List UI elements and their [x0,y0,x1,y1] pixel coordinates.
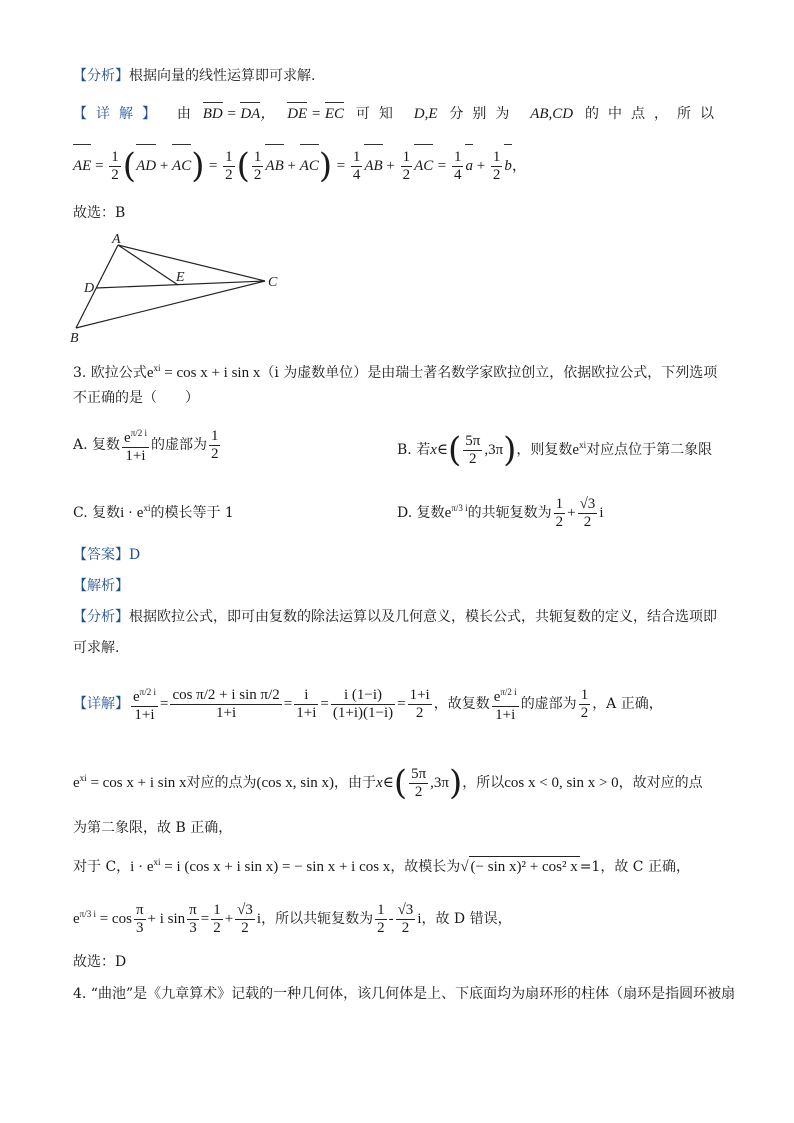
q3-analysis-line1: 【分析】根据欧拉公式，即可由复数的除法运算以及几何意义，模长公式，共轭复数的定义，结合选项即 [73,609,717,625]
detail-euler-point: $e^{xi} = \cos x + i$ sin x对应的点为(cos x, sin x)，由于x∈( $\frac{5\pi}{2}$ ,3π)，所以cos x < 0, sin x > 0，故对应的点 [73,763,703,803]
q3-stem-line1: 3. 欧拉公式$e^{xi} = \cos x + i$ sin x（i 为虚数单位）是由瑞士著名数学家欧拉创立，依据欧拉公式，下列选项 [73,363,718,381]
q3-stem-line2: 不正确的是（ ） [73,390,199,406]
vector-equation-bd-da: BD = DA， [202,106,276,122]
analysis-text: 根据向量的线性运算即可求解. [129,68,316,84]
points-de: D,E [413,106,438,122]
option-c[interactable]: C. 复数$i \cdot e^{xi}$的模长等于 1 [73,503,234,521]
option-b[interactable]: B. 若x∈( $\frac{5\pi}{2}$ ,3π)，则复数$e^{xi}$对应点位于第二象限 [397,430,713,470]
option-d[interactable]: D. 复数$e^{\pi/3 i}$的共轭复数为 $\frac{1}{2}$ + $\frac{√3}{2}$ i [397,495,604,530]
label-b: B [70,331,79,346]
answer-key: 【答案】D [73,547,141,563]
edge-ac [118,245,265,281]
segments-ab-cd: AB,CD [530,106,574,122]
detail-option-a: 【详解】 $\frac{e^{\pi/2 i}}{1+i}$ = $\frac{\text{cos π/2 + i sin π/2}}{1+i}$ = $\frac{i}{1+i}$ = $\frac{i (1-i)}{(1+i)(1-i)}$ = $\frac{1+i}{2}$ ，故复数 $\frac{e^{\pi/2 i}}{1+i}$ 的虚部为 $\frac{1}{2}$ ，A 正确， [73,684,663,724]
vector-derivation: AE = $\frac{1}{2}$ (AD + AC) = $\frac{1}{2}$ ( $\frac{1}{2}$ AB + AC) = $\frac{1}{4}$ AB + $\frac{1}{2}$ AC = $\frac{1}{4}$ a + $\frac{1}{2}$ b， [73,146,527,186]
edge-ab [76,245,118,328]
analysis-line [73,66,315,86]
label-c: C [268,275,278,290]
jiexi-key: 【解析】 [73,578,129,594]
q3-analysis-line2: 可求解. [73,640,120,656]
detail-option-c: 对于 C，$i \cdot e^{xi} = i$ (cos x + i sin x) = − sin x + i cos x，故模长为√ (− sin x)² + cos² x =1，故 C 正确， [73,857,690,875]
detail-b-conclusion: 为第二象限，故 B 正确， [73,820,233,836]
detail-option-d: $e^{\pi/3 i} = \cos$ $\frac{\pi}{3}$ + i sin $\frac{\pi}{3}$ = $\frac{1}{2}$ + $\frac{√3}{2}$ i，所以共轭复数为 $\frac{1}{2}$ - $\frac{√3}{2}$ i，故 D 错误， [73,901,512,936]
label-d: D [84,281,95,296]
p2-answer: 故选：B [73,205,126,221]
label-e: E [176,270,185,285]
vector-equation-de-ec: DE = EC [287,106,345,122]
text-zhongdian: 的中点，所以 [584,106,723,122]
detail-you: 由 [176,106,191,122]
text-fenbiewei: 分别为 [449,106,519,122]
q3-final-answer: 故选：D [73,954,127,970]
detail-key: 【详解】 [73,106,165,122]
label-a: A [112,232,121,247]
detail-line [73,104,723,124]
text-kezhi: 可知 [355,106,402,122]
option-a[interactable]: A. 复数 $\frac{e^{\pi/2 i}}{1+i}$ 的虚部为 $\frac{1}{2}$ [73,425,222,465]
q4-stem: 4. “曲池”是《九章算术》记载的一种几何体，该几何体是上、下底面均为扇环形的柱体（扇环是指圆环被扇 [73,986,736,1002]
analysis-key: 【分析】 [73,68,129,84]
euler-formula: $e^{xi} = \cos x + i$ sin x [146,363,261,381]
triangle-figure [68,230,288,346]
segment-ae [118,245,178,285]
